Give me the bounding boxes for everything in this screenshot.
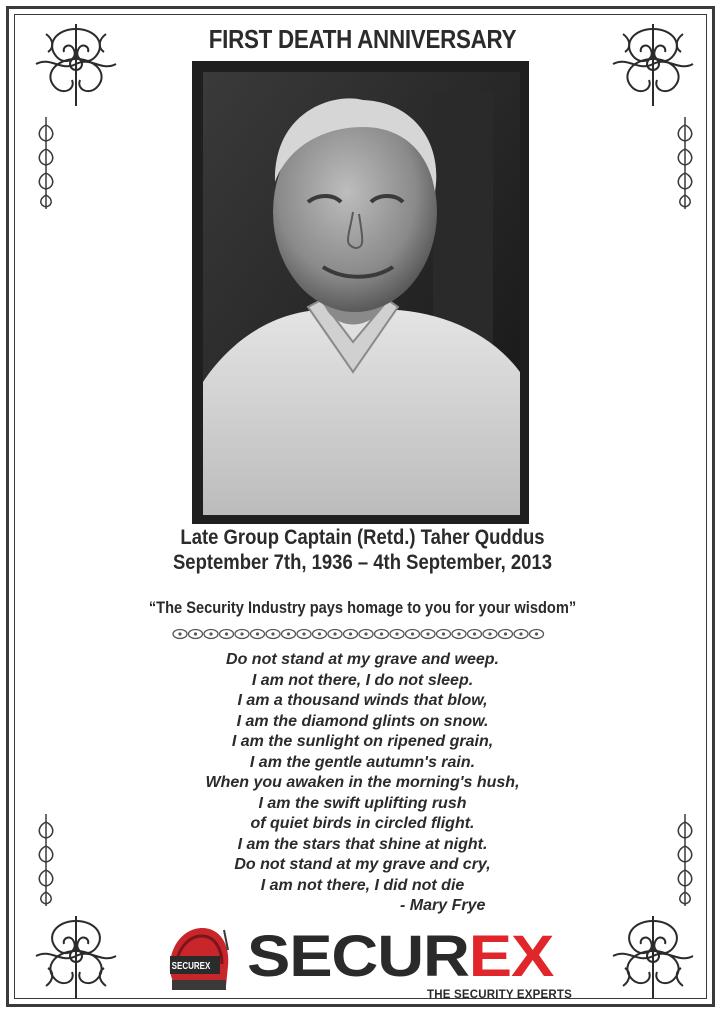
divider-dot <box>225 632 228 635</box>
divider-dot <box>209 632 212 635</box>
poem-line: I am the gentle autumn's rain. <box>249 753 476 771</box>
divider-dot <box>457 632 460 635</box>
divider-dot <box>318 632 321 635</box>
divider-dot <box>426 632 429 635</box>
divider-dot <box>473 632 476 635</box>
poem-line: I am the swift uplifting rush <box>258 794 467 812</box>
divider-dot <box>380 632 383 635</box>
poem-line: I am not there, I do not sleep. <box>251 671 474 689</box>
divider-dot <box>256 632 259 635</box>
poem-line: I am the sunlight on ripened grain, <box>231 733 494 750</box>
helmet-label: SECUREX <box>171 961 211 972</box>
poem-author: - Mary Frye <box>400 897 486 914</box>
securex-helmet-logo-icon <box>160 920 236 996</box>
divider-dot <box>411 632 414 635</box>
poem-line: of quiet birds in circled flight. <box>250 815 475 832</box>
divider-dot <box>395 632 398 635</box>
memorial-dates: September 7th, 1936 – 4th September, 2013 <box>172 551 553 574</box>
poem-line: I am the diamond glints on snow. <box>236 712 489 730</box>
poem <box>0 650 725 896</box>
divider-dot <box>488 632 491 635</box>
poem-line: I am the stars that shine at night. <box>237 835 488 853</box>
corner-ornament-bottom-right-icon <box>603 906 703 1006</box>
poem-line: I am not there, I did not die <box>260 876 465 894</box>
divider-dot <box>442 632 445 635</box>
divider-dot <box>178 632 181 635</box>
divider-dot <box>349 632 352 635</box>
divider-dot <box>364 632 367 635</box>
wordmark-dark-part: SECUR <box>247 924 469 989</box>
page-title: FIRST DEATH ANNIVERSARY <box>208 24 517 54</box>
divider-dot <box>504 632 507 635</box>
portrait-photo-frame <box>192 61 529 524</box>
poem-line: Do not stand at my grave and weep. <box>226 651 499 668</box>
side-ornament-right-top-icon <box>672 115 698 211</box>
corner-ornament-bottom-left-icon <box>26 906 126 1006</box>
divider-dot <box>194 632 197 635</box>
chain-divider-icon <box>172 625 552 643</box>
divider-dot <box>271 632 274 635</box>
poem-line: When you awaken in the morning's hush, <box>205 774 520 791</box>
side-ornament-left-top-icon <box>33 115 59 211</box>
divider-dot <box>287 632 290 635</box>
divider-dot <box>240 632 243 635</box>
divider-dot <box>333 632 336 635</box>
wordmark-red-part: EX <box>468 924 554 989</box>
memorial-name: Late Group Captain (Retd.) Taher Quddus <box>180 526 545 549</box>
divider-dot <box>535 632 538 635</box>
securex-wordmark <box>247 926 553 988</box>
divider-dot <box>302 632 305 635</box>
divider-dot <box>519 632 522 635</box>
tribute-quote: “The Security Industry pays homage to you for your wisdom” <box>148 598 577 617</box>
poem-line: I am a thousand winds that blow, <box>237 692 488 709</box>
poem-line: Do not stand at my grave and cry, <box>234 856 491 873</box>
portrait-photo <box>203 72 520 515</box>
logo-tagline: THE SECURITY EXPERTS <box>427 989 573 1001</box>
